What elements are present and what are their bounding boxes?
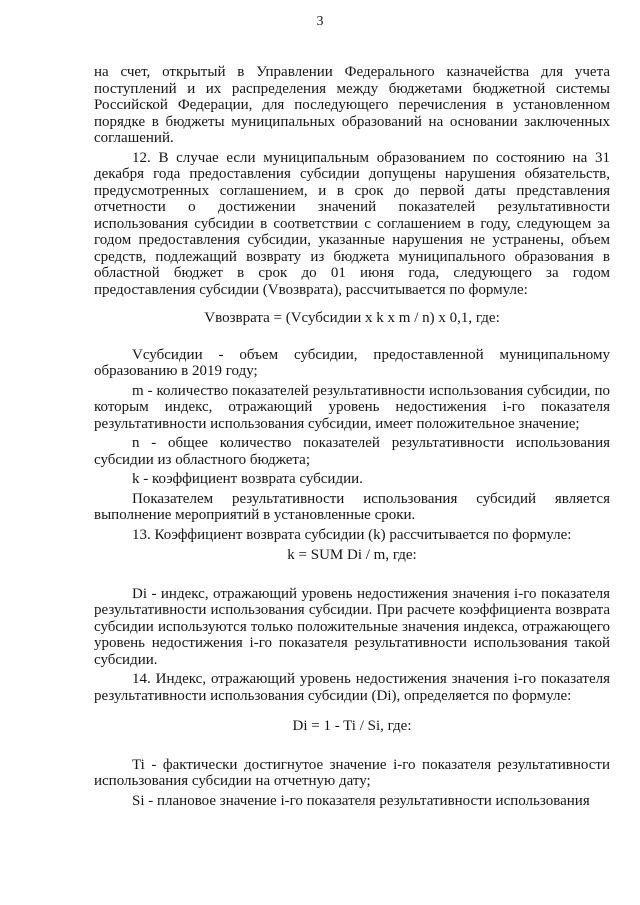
page-number: 3	[316, 14, 324, 29]
formula-coefficient: k = SUM Di / m, где:	[287, 547, 417, 563]
paragraph-13: 13. Коэффициент возврата субсидии (k) рассчитывается по формуле:	[132, 526, 572, 543]
definition-m: m - количество показателей результативности использования субсидии, по которым индекс, отражающий уровень недостижения i-го показателя результативности использования субсидии, имеет положительное значение;	[94, 382, 610, 432]
document-body	[94, 64, 610, 812]
paragraph-intro: на счет, открытый в Управлении Федерального казначейства для учета поступлений и их распределения между бюджетами бюджетной системы Российской Федерации, для последующего перечисления в установленном порядке в бюджеты муниципальных образований на основании заключенных соглашений.	[94, 64, 610, 146]
paragraph-14: 14. Индекс, отражающий уровень недостижения значения i-го показателя результативности использования субсидии (Di), определяется по формуле:	[94, 671, 610, 704]
definition-ti: Ti - фактически достигнутое значение i-го показателя результативности использования субсидии на отчетную дату;	[94, 756, 610, 789]
formula-return-volume: Vвозврата = (Vсубсидии x k x m / n) x 0,1, где:	[204, 310, 500, 326]
definition-di: Di - индекс, отражающий уровень недостижения значения i-го показателя результативности использования субсидии. При расчете коэффициента возврата субсидии используются только положительные значения индекса, отражающего уровень недостижения i-го показателя результативности использования такой субсидии.	[94, 585, 610, 668]
definition-v-subsidy: Vсубсидии - объем субсидии, предоставленной муниципальному образованию в 2019 году;	[94, 346, 610, 379]
paragraph-12: 12. В случае если муниципальным образованием по состоянию на 31 декабря года предоставления субсидии допущены нарушения обязательств, предусмотренных соглашением, и в срок до первой даты представления отчетности о достижении значений показателей результативности использования субсидии в соответствии с соглашением в году, следующем за годом предоставления субсидии, указанные нарушения не устранены, объем средств, подлежащий возврату из бюджета муниципального образования в областной бюджет в срок до 01 июня года, следующего за годом предоставления субсидии (Vвозврата), рассчитывается по формуле:	[94, 149, 610, 298]
definition-si: Si - плановое значение i-го показателя результативности использования	[132, 792, 590, 809]
definition-n: n - общее количество показателей результативности использования субсидии из областного бюджета;	[94, 435, 610, 468]
paragraph-indicator: Показателем результативности использования субсидий является выполнение мероприятий в установленные сроки.	[94, 490, 610, 523]
formula-index: Di = 1 - Ti / Si, где:	[292, 718, 412, 734]
definition-k: k - коэффициент возврата субсидии.	[132, 471, 363, 487]
